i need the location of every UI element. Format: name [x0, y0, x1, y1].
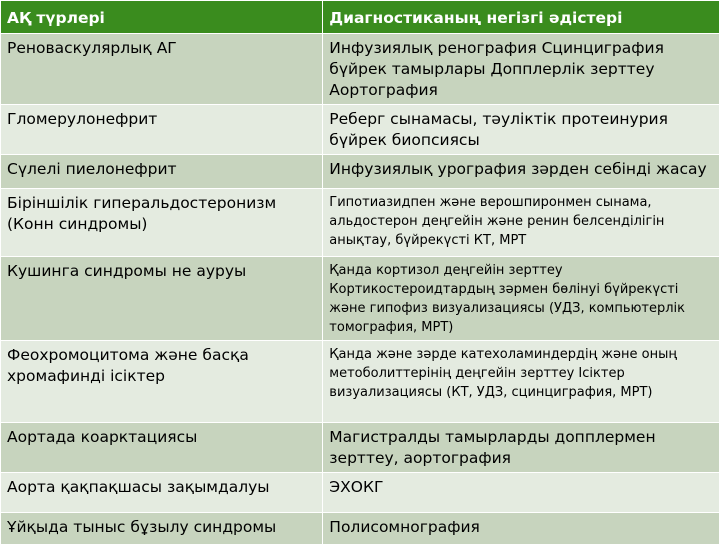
cell-methods: Қанда кортизол деңгейін зерттеу Кортикостероидтардың зәрмен бөлінуі бүйрекүсті және гипофиз визуализациясы (УДЗ, компьютерлік томография, МРТ) — [323, 257, 720, 341]
header-methods: Диагностиканың негізгі әдістері — [323, 1, 720, 34]
cell-type-text: Ұйқыда тыныс бұзылу синдромы — [7, 518, 277, 536]
cell-type: Кушинга синдромы не ауруы — [1, 257, 323, 341]
cell-methods: Гипотиазидпен және верошпиронмен сынама, альдостерон деңгейін және ренин белсенділігін анықтау, бүйрекүсті КТ, МРТ — [323, 189, 720, 257]
cell-methods: ЭХОКГ — [323, 473, 720, 513]
cell-methods: Реберг сынамасы, тәуліктік протеинурия бүйрек биопсиясы — [323, 105, 720, 155]
cell-type: Біріншілік гиперальдостеронизм (Конн синдромы) — [1, 189, 323, 257]
cell-type: Аорта қақпақшасы зақымдалуы — [1, 473, 323, 513]
cell-type: Гломерулонефрит — [1, 105, 323, 155]
table-row — [1, 105, 720, 155]
cell-methods-text: Полисомнография — [329, 518, 480, 536]
cell-methods: Магистралды тамырларды допплермен зерттеу, аортография — [323, 423, 720, 473]
cell-methods: Инфузиялық ренография Сцинциграфия бүйрек тамырлары Допплерлік зерттеу Аортография — [323, 34, 720, 105]
cell-methods: Қанда және зәрде катехоламиндердің және оның метоболиттерінің деңгейін зерттеу Ісіктер визуализациясы (КТ, УДЗ, сцинциграфия, МРТ) — [323, 341, 720, 423]
cell-type: Аортада коарктациясы — [1, 423, 323, 473]
cell-type: Феохромоцитома және басқа хромафинді ісіктер — [1, 341, 323, 423]
cell-methods: Инфузиялық урография зәрден себінді жасау — [323, 155, 720, 189]
table-row — [1, 257, 720, 341]
table-row — [1, 189, 720, 257]
header-type: АҚ түрлері — [1, 1, 323, 34]
cell-type: Реноваскулярлық АГ — [1, 34, 323, 105]
table-row — [1, 341, 720, 423]
table-row — [1, 34, 720, 105]
header-row — [1, 1, 720, 34]
cell-type: Сүлелі пиелонефрит — [1, 155, 323, 189]
table-row — [1, 423, 720, 473]
table-row — [1, 473, 720, 513]
table-row — [1, 155, 720, 189]
